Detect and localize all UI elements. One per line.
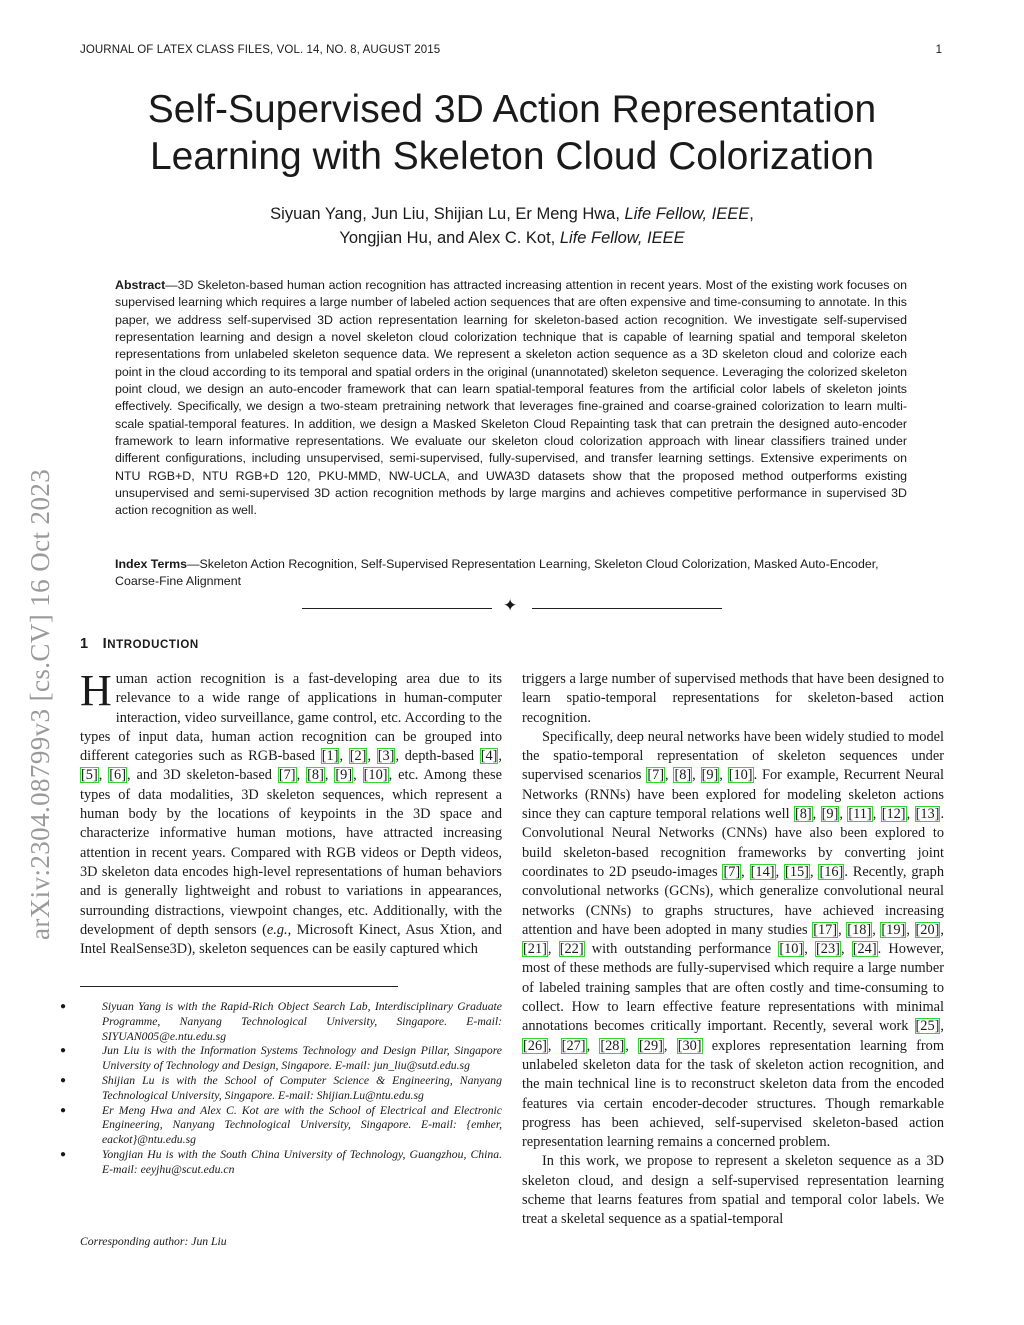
bullet-icon: ●: [60, 1001, 67, 1012]
footnotes: [60, 1000, 502, 1178]
intro-paragraph: triggers a large number of supervised methods that have been designed to learn spatio-temporal representations for skeleton-based action recognition.: [522, 671, 944, 726]
title-line-1: Self-Supervised 3D Action Representation: [147, 88, 877, 131]
drop-cap: H: [80, 666, 112, 715]
title-line-2: Learning with Skeleton Cloud Colorization: [149, 135, 875, 178]
citation-link[interactable]: [28]: [600, 1037, 625, 1054]
citation-link[interactable]: [14]: [750, 863, 775, 880]
body-column-left: [80, 666, 503, 959]
citation-link[interactable]: [6]: [109, 767, 126, 784]
citation-link[interactable]: [23]: [816, 941, 840, 958]
citation-link[interactable]: [16]: [819, 863, 844, 880]
intro-paragraph: In this work, we propose to represent a skeleton sequence as a 3D skeleton cloud, and design a self-supervised representation learning scheme that learns features from spatial and temporal color labels. We treat a skeletal sequence as a spatial-temporal: [522, 1153, 944, 1228]
index-terms-text: Skeleton Action Recognition, Self-Supervised Representation Learning, Skeleton Cloud Colorization, Masked Auto-Encoder, Coarse-Fine Alignment: [115, 557, 879, 589]
intro-paragraph: Specifically, deep neural networks have been widely studied to model the spatio-temporal representation of skeleton sequences under supervised scenarios [7], [8], [9], [10]. For example, Recurrent Neural Networks (RNNs) have been explored for modeling skeleton actions since they can capture temporal relations well [8], [9], [11], [12], [13]. Convolutional Neural Networks (CNNs) have also been explored to build skeleton-based recognition frameworks by converting joint coordinates to 2D pseudo-images [7], [14], [15], [16]. Recently, graph convolutional networks (GCNs), which generalize convolutional neural networks (CNNs) to graphs structures, have achieved increasing attention and have been adopted in many studies [17], [18], [19], [20], [21], [22] with outstanding performance [10], [23], [24]. However, most of these methods are fully-supervised which require a large number of labeled training samples that are often costly and time-consuming to collect. How to learn effective feature representations with minimal annotations becomes critically important. Recently, several work [25], [26], [27], [28], [29], [30] explores representation learning from unlabeled skeleton data for the task of skeleton action recognition, and the main technical line is to reconstruct skeleton data from the encoded features via certain encoder-decoder structures. Though remarkable progress has been achieved, self-supervised skeleton-based action representation learning remains a concerned problem.: [522, 728, 945, 1151]
citation-link[interactable]: [19]: [881, 921, 906, 938]
paper-title: [0, 86, 1024, 180]
bullet-icon: ●: [60, 1148, 67, 1160]
index-terms-label: Index Terms: [115, 557, 188, 571]
citation-link[interactable]: [25]: [915, 1018, 940, 1035]
affiliation-footnote: ● Yongjian Hu is with the South China University of Technology, Guangzhou, China. E-mail: eeyjhu@scut.edu.cn: [60, 1147, 502, 1176]
citation-link[interactable]: [2]: [349, 748, 367, 765]
bullet-icon: ●: [60, 1045, 67, 1057]
separator-rule: [532, 608, 722, 609]
citation-link[interactable]: [8]: [794, 806, 812, 823]
authors-line-2: Yongjian Hu, and Alex C. Kot,: [339, 229, 556, 247]
citation-link[interactable]: [9]: [701, 767, 719, 784]
citation-link[interactable]: [10]: [363, 767, 388, 784]
citation-link[interactable]: [12]: [881, 806, 906, 823]
citation-link[interactable]: [9]: [821, 806, 839, 823]
citation-link[interactable]: [8]: [307, 767, 324, 784]
author-list: Siyuan Yang, Jun Liu, Shijian Lu, Er Meng Hwa, Life Fellow, IEEE, Yongjian Hu, and Alex C. Kot, Life Fellow, IEEE: [270, 205, 754, 247]
separator-rule: [302, 608, 492, 609]
citation-link[interactable]: [8]: [674, 767, 692, 784]
citation-link[interactable]: [15]: [785, 863, 809, 880]
section-number: 1: [80, 636, 89, 652]
bullet-icon: ●: [60, 1074, 67, 1086]
affiliation-footnote: ● Siyuan Yang is with the Rapid-Rich Object Search Lab, Interdisciplinary Graduate Programme, Nanyang Technological University, Singapore. E-mail: SIYUAN005@e.ntu.edu.sg: [60, 1000, 502, 1043]
citation-link[interactable]: [20]: [915, 921, 940, 938]
footnote-rule: [80, 986, 398, 987]
arxiv-stamp: arXiv:2304.08799v3 [cs.CV] 16 Oct 2023: [25, 468, 55, 940]
citation-link[interactable]: [13]: [915, 806, 940, 823]
citation-link[interactable]: [22]: [559, 941, 584, 958]
citation-link[interactable]: [1]: [321, 748, 339, 765]
section-title-rest: NTRODUCTION: [107, 639, 199, 651]
authors-line-1: Siyuan Yang, Jun Liu, Shijian Lu, Er Meng Hwa,: [270, 205, 620, 223]
affiliation-footnote: ● Shijian Lu is with the School of Computer Science & Engineering, Nanyang Technological University, Singapore. E-mail: Shijian.Lu@ntu.edu.sg: [60, 1073, 502, 1102]
citation-link[interactable]: [7]: [723, 863, 741, 880]
citation-link[interactable]: [3]: [377, 748, 395, 765]
running-head: JOURNAL OF LATEX CLASS FILES, VOL. 14, NO. 8, AUGUST 2015: [80, 44, 441, 56]
citation-link[interactable]: [18]: [847, 921, 872, 938]
section-title-initial: I: [102, 636, 108, 652]
citation-link[interactable]: [7]: [647, 767, 665, 784]
citation-link[interactable]: [29]: [639, 1037, 663, 1054]
abstract-label: Abstract: [115, 278, 166, 292]
intro-paragraph: Human action recognition is a fast-developing area due to its relevance to a wide range of applications in human-computer interaction, video surveillance, game control, etc. According to the types of input data, human action recognition can be grouped into different categories such as RGB-based [1], [2], [3], depth-based [4], [5], [6], and 3D skeleton-based [7], [8], [9], [10], etc. Among these types of data modalities, 3D skeleton sequences, which represent a human body by the locations of keypoints in the 3D space and characterize informative human motions, have attracted increasing attention in recent years. Compared with RGB videos or Depth videos, 3D skeleton data encodes high-level representations of human behaviors and is generally lightweight and robust to variations in appearances, surrounding distractions, viewpoint changes, etc. Additionally, with the development of depth sensors (e.g., Microsoft Kinect, Asus Xtion, and Intel RealSense3D), skeleton sequences can be easily captured which: [80, 666, 503, 958]
citation-link[interactable]: [26]: [523, 1037, 547, 1054]
corresponding-author: Corresponding author: Jun Liu: [80, 1235, 227, 1248]
citation-link[interactable]: [30]: [677, 1037, 702, 1054]
citation-link[interactable]: [10]: [728, 767, 753, 784]
citation-link[interactable]: [5]: [81, 767, 98, 784]
citation-link[interactable]: [27]: [561, 1037, 586, 1054]
abstract: Abstract—3D Skeleton-based human action recognition has attracted increasing attention in recent years. Most of the existing work focuses on supervised learning which requires a large number of labeled action sequences that are often expensive and time-consuming to annotate. In this paper, we address self-supervised 3D action representation learning for skeleton-based action recognition. We investigate self-supervised representation learning and design a novel skeleton cloud colorization technique that is capable of learning spatial and temporal skeleton representations from unlabeled skeleton sequence data. We represent a skeleton action sequence as a 3D skeleton cloud and colorize each point in the cloud according to its temporal and spatial orders in the original (unannotated) skeleton sequence. Leveraging the colorized skeleton point cloud, we design an auto-encoder framework that can learn spatial-temporal features from the artificial color labels of skeleton joints effectively. Specifically, we design a two-steam pretraining network that leverages fine-grained and coarse-grained colorization to learn multi-scale spatial-temporal features. In addition, we design a Masked Skeleton Cloud Repainting task that can pretrain the designed auto-encoder framework to learn informative representations. We evaluate our skeleton cloud colorization approach with linear classifiers trained under different configurations, including unsupervised, semi-supervised, fully-supervised, and transfer learning settings. Extensive experiments on NTU RGB+D, NTU RGB+D 120, PKU-MMD, NW-UCLA, and UWA3D datasets show that the proposed method outperforms existing unsupervised and semi-supervised 3D action recognition methods by large margins and achieves competitive performance in supervised 3D action recognition as well.: [115, 278, 907, 518]
citation-link[interactable]: [21]: [523, 941, 547, 958]
fellow-label: Life Fellow, IEEE: [624, 205, 750, 223]
separator-star-icon: ✦: [503, 596, 518, 615]
fellow-label: Life Fellow, IEEE: [559, 229, 685, 247]
section-heading: [80, 636, 199, 652]
citation-link[interactable]: [11]: [848, 806, 872, 823]
index-terms: Index Terms—Skeleton Action Recognition, Self-Supervised Representation Learning, Skeleton Cloud Colorization, Masked Auto-Encoder, Coarse-Fine Alignment: [115, 557, 879, 589]
citation-link[interactable]: [7]: [278, 767, 296, 784]
bullet-icon: ●: [60, 1104, 67, 1116]
abstract-text: 3D Skeleton-based human action recognition has attracted increasing attention in recent years. Most of the existing work focuses on supervised learning which requires a large number of labeled action sequences that are often expensive and time-consuming to annotate. In this paper, we address self-supervised 3D action representation learning for skeleton-based action recognition. We investigate self-supervised representation learning and design a novel skeleton cloud colorization technique that is capable of learning spatial and temporal skeleton representations from unlabeled skeleton sequence data. We represent a skeleton action sequence as a 3D skeleton cloud and colorize each point in the cloud according to its temporal and spatial orders in the original (unannotated) skeleton sequence. Leveraging the colorized skeleton point cloud, we design an auto-encoder framework that can learn spatial-temporal features from the artificial color labels of skeleton joints effectively. Specifically, we design a two-steam pretraining network that leverages fine-grained and coarse-grained colorization to learn multi-scale spatial-temporal features. In addition, we design a Masked Skeleton Cloud Repainting task that can pretrain the designed auto-encoder framework to learn informative representations. We evaluate our skeleton cloud colorization approach with linear classifiers trained under different configurations, including unsupervised, semi-supervised, fully-supervised, and transfer learning settings. Extensive experiments on NTU RGB+D, NTU RGB+D 120, PKU-MMD, NW-UCLA, and UWA3D datasets show that the proposed method outperforms existing unsupervised and semi-supervised 3D action recognition methods by large margins and achieves competitive performance in supervised 3D action recognition as well.: [115, 278, 907, 518]
citation-link[interactable]: [24]: [852, 941, 877, 958]
affiliation-footnote: ● Er Meng Hwa and Alex C. Kot are with the School of Electrical and Electronic Engineering, Nanyang Technological University, Singapore. E-mail: {emher, eackot}@ntu.edu.sg: [60, 1103, 502, 1147]
citation-link[interactable]: [10]: [779, 941, 804, 958]
citation-link[interactable]: [9]: [335, 767, 353, 784]
page-number: 1: [935, 44, 942, 56]
affiliation-footnote: ● Jun Liu is with the Information Systems Technology and Design Pillar, Singapore University of Technology and Design, Singapore. E-mail: jun_liu@sutd.edu.sg: [60, 1044, 502, 1073]
citation-link[interactable]: [4]: [480, 748, 498, 765]
citation-link[interactable]: [17]: [813, 921, 838, 938]
body-column-right: [522, 670, 944, 1230]
